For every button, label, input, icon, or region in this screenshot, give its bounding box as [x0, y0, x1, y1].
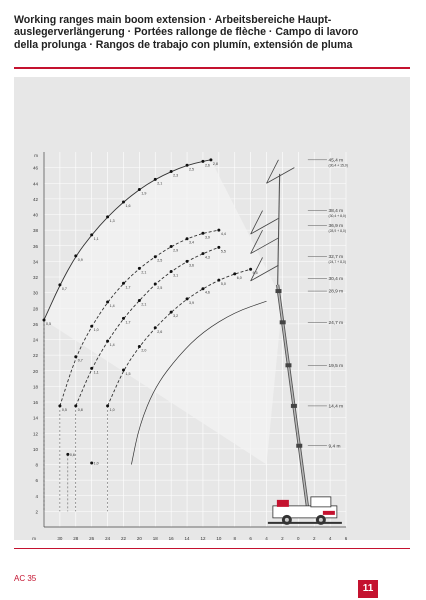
data-label: 5,0 — [220, 282, 226, 287]
data-label: 4,4 — [220, 232, 226, 237]
x-tick-label: 8 — [233, 536, 236, 540]
x-tick-label: 24 — [105, 536, 111, 540]
y-tick-label: 28 — [32, 306, 38, 312]
y-unit-label: m — [34, 153, 38, 158]
data-label: 2,8 — [212, 161, 218, 166]
data-label: 2,9 — [173, 248, 179, 253]
data-label: 1,1 — [93, 236, 99, 241]
data-label: 3,9 — [189, 300, 195, 305]
data-label: 1,4 — [109, 343, 115, 348]
y-tick-label: 24 — [32, 337, 38, 343]
title-line: della prolunga · Rangos de trabajo con plumín, extensión de pluma — [14, 38, 353, 51]
x-tick-label: 16 — [168, 536, 174, 540]
data-label: 3,9 — [204, 235, 210, 240]
data-label: 0,7 — [77, 358, 83, 363]
boom-length-label: 32,7 m — [328, 255, 344, 261]
range-envelope — [44, 160, 282, 465]
x-tick-label: 2 — [281, 536, 284, 540]
boom-length-sub: (30,4 + 8,0) — [328, 214, 346, 219]
x-tick-label: 30 — [57, 536, 63, 540]
data-label: 2,5 — [189, 167, 195, 172]
y-tick-label: 36 — [32, 243, 38, 249]
data-label: 0,5 — [46, 321, 51, 326]
data-label: 0,8 — [77, 407, 83, 412]
page-number: 11 — [358, 580, 378, 598]
title-line: auslegerverlängerung · Portées rallonge de flèche · Campo di lavoro — [14, 26, 359, 39]
data-label: 1,6 — [125, 204, 131, 208]
y-tick-label: 42 — [32, 196, 38, 202]
data-label: 3,6 — [189, 263, 195, 268]
data-label: 2,0 — [141, 348, 147, 353]
page-title — [14, 14, 414, 51]
boom-joint — [280, 320, 286, 324]
x-tick-label: 6 — [344, 536, 348, 540]
data-label: 1,0 — [93, 461, 99, 466]
y-tick-label: 46 — [32, 165, 38, 171]
x-tick-label: 18 — [152, 536, 158, 540]
data-label: 2,1 — [141, 302, 147, 307]
y-tick-label: 38 — [32, 228, 38, 234]
y-tick-label: 16 — [32, 400, 38, 405]
data-label: 1,3 — [109, 218, 115, 223]
y-tick-label: 10 — [32, 446, 38, 452]
x-tick-label: 28 — [73, 536, 79, 540]
y-tick-label: 40 — [32, 212, 38, 218]
data-label: 2,1 — [157, 181, 163, 186]
data-label: 3,1 — [173, 273, 179, 278]
x-tick-label: 4 — [265, 536, 268, 540]
boom-length-label: 14,4 m — [328, 404, 344, 410]
y-tick-label: 34 — [32, 259, 38, 265]
data-label: 0,5 — [61, 407, 67, 412]
y-tick-label: 2 — [35, 509, 38, 515]
data-label: 1,7 — [125, 320, 131, 325]
data-label: 2,5 — [157, 258, 163, 263]
crane-stripe — [277, 500, 289, 507]
boom-length-label: 19,5 m — [328, 363, 344, 369]
outrigger — [268, 522, 342, 524]
data-label: 4,3 — [204, 255, 210, 260]
boom-length-label: 28,9 m — [328, 289, 344, 295]
boom-length-label: 24,7 m — [328, 320, 344, 326]
crane-cab — [311, 497, 331, 507]
boom-length-label: 38,4 m — [328, 209, 344, 215]
x-tick-label: 14 — [184, 536, 190, 540]
crane-hub — [285, 518, 289, 522]
boom-length-sub: (30,4 + 15,0) — [328, 163, 348, 168]
data-label: 2,1 — [141, 270, 147, 275]
y-tick-label: 12 — [32, 431, 38, 437]
data-label: 0,6 — [69, 452, 75, 457]
y-tick-label: 6 — [35, 478, 38, 484]
y-tick-label: 20 — [32, 368, 38, 374]
y-tick-label: 44 — [32, 181, 38, 187]
boom-length-sub: (28,9 + 8,0) — [328, 228, 346, 233]
data-label: 5,5 — [220, 249, 226, 254]
y-tick-label: 18 — [32, 384, 38, 390]
x-tick-label: 0 — [297, 536, 300, 540]
x-tick-label: 6 — [249, 536, 252, 540]
data-label: 6,0 — [236, 275, 242, 280]
data-label: 0,7 — [61, 286, 67, 291]
x-unit-label: m — [32, 536, 36, 540]
x-tick-label: 20 — [136, 536, 142, 540]
x-tick-label: 4 — [328, 536, 332, 540]
data-label: 1,7 — [125, 285, 131, 290]
y-tick-label: 8 — [35, 462, 38, 468]
y-tick-label: 26 — [32, 321, 38, 327]
boom-length-label: 30,4 m — [328, 277, 344, 283]
title-rule — [14, 67, 410, 69]
y-tick-label: 4 — [35, 493, 38, 499]
x-tick-label: 22 — [120, 536, 126, 540]
boom-extension — [278, 174, 280, 285]
y-tick-label: 30 — [32, 290, 38, 296]
diagram-svg — [14, 77, 410, 540]
data-label: 3,4 — [189, 240, 195, 245]
data-label: 1,5 — [125, 371, 131, 376]
data-label: 1,9 — [141, 191, 147, 196]
crane-hub — [319, 518, 323, 522]
boom-joint — [296, 444, 302, 448]
boom-joint — [275, 289, 281, 293]
boom-joint — [285, 363, 291, 367]
data-label: 4,6 — [204, 290, 210, 295]
x-tick-label: 26 — [89, 536, 95, 540]
working-range-diagram — [14, 77, 410, 540]
crane-stripe — [323, 511, 335, 515]
boom-length-label: 45,4 m — [328, 158, 344, 164]
data-label: 1,4 — [109, 304, 115, 308]
x-tick-label: 12 — [200, 536, 206, 540]
data-label: 2,5 — [157, 286, 163, 291]
data-label: 1,1 — [93, 370, 99, 375]
boom-length-sub: (24,7 + 8,0) — [328, 260, 346, 265]
boom-length-label: 9,4 m — [328, 444, 341, 450]
footer-rule — [14, 548, 410, 549]
y-tick-label: 14 — [32, 415, 38, 421]
data-label: 1,0 — [109, 407, 115, 412]
data-label: 2,6 — [204, 163, 210, 168]
data-label: 2,6 — [157, 329, 163, 334]
model-label: AC 35 — [14, 574, 37, 583]
boom-joint — [291, 404, 297, 408]
boom-length-label: 36,9 m — [328, 223, 344, 229]
y-tick-label: 32 — [32, 275, 38, 280]
title-line: Working ranges main boom extension · Arbeitsbereiche Haupt- — [14, 14, 332, 26]
data-label: 0,9 — [77, 257, 83, 262]
data-label: 3,2 — [173, 314, 179, 319]
data-label: 6,5 — [252, 271, 258, 276]
data-label: 1,0 — [93, 328, 99, 333]
y-tick-label: 22 — [32, 353, 38, 359]
x-tick-label: 2 — [312, 536, 316, 540]
x-tick-label: 10 — [216, 536, 222, 540]
data-label: 2,3 — [173, 173, 179, 178]
